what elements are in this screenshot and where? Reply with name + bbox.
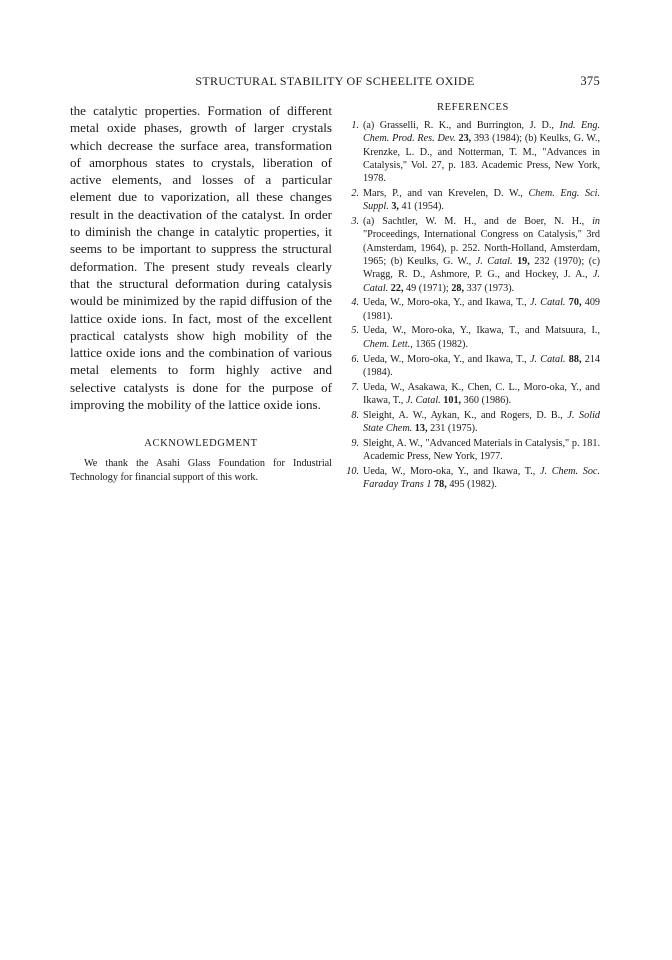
reference-text: Sleight, A. W., Aykan, K., and Rogers, D. B., — [363, 409, 568, 421]
reference-item — [346, 119, 600, 185]
left-column — [70, 102, 332, 485]
reference-text: Ueda, W., Moro-oka, Y., and Ikawa, T., — [363, 353, 530, 365]
reference-item — [346, 296, 600, 323]
reference-volume: 13, — [414, 423, 428, 435]
reference-item — [346, 409, 600, 436]
body-paragraph: the catalytic properties. Formation of different metal oxide phases, growth of larger crystals which decrease the surface area, transformation of amorphous states to crystals, liberation of active elements, and losses of a particular element due to vaporization, all these changes result in the deactivation of the catalyst. In order to diminish the change in catalytic properties, it seems to be important to suppress the structural deformation. The present study reveals clearly that the structural deformation during catalysis would be minimized by the rapid diffusion of the lattice oxide ions. In fact, most of the excellent practical catalysts show high mobility of the lattice oxide ions and the combination of various metal elements to form highly active and selective catalysts is done for the purpose of improving the mobility of the lattice oxide ions. — [70, 103, 332, 413]
reference-item — [346, 215, 600, 295]
reference-text: 360 (1986). — [461, 394, 512, 406]
reference-number: 4. — [351, 297, 359, 309]
running-header — [70, 74, 600, 90]
reference-text: , 1365 (1982). — [410, 338, 468, 350]
reference-journal: J. Solid State Chem. — [363, 409, 600, 435]
reference-text: (a) Grasselli, R. K., and Burrington, J. D., — [363, 120, 560, 131]
reference-volume: 101, — [443, 394, 462, 406]
reference-number: 10. — [346, 465, 359, 477]
reference-journal: J. Catal. — [529, 353, 566, 365]
reference-text: 337 (1973). — [464, 282, 515, 294]
reference-volume: 22, — [390, 282, 404, 294]
reference-text: 231 (1975). — [427, 423, 478, 435]
page-number: 375 — [580, 74, 600, 88]
reference-text: 49 (1971); — [403, 282, 452, 294]
reference-journal: J. Catal. — [363, 269, 600, 294]
reference-text: 393 (1984); (b) Keulks, G. W., Krenzke, L. D., and Notterman, T. M., "Advances in Catalysis," Vol. 27, p. 183. Academic Press, New York, 1978. — [363, 133, 600, 185]
reference-number: 2. — [351, 187, 359, 199]
reference-number: 1. — [351, 120, 359, 131]
reference-volume: 88, — [568, 353, 582, 365]
reference-volume: 70, — [568, 297, 582, 309]
reference-journal: J. Catal. — [475, 255, 513, 267]
reference-volume: 78, — [434, 479, 447, 491]
reference-item — [346, 187, 600, 214]
reference-item — [346, 353, 600, 380]
reference-text: Ueda, W., Asakawa, K., Chen, C. L., Moro-oka, Y., and Ikawa, T., — [363, 381, 600, 406]
running-title: STRUCTURAL STABILITY OF SCHEELITE OXIDE — [195, 74, 475, 88]
reference-item — [346, 381, 600, 408]
reference-volume: 3, — [391, 201, 399, 213]
reference-text: Sleight, A. W., "Advanced Materials in Catalysis," p. 181. Academic Press, New York, 1977. — [363, 437, 600, 463]
reference-text: Ueda, W., Moro-oka, Y., Ikawa, T., and Matsuura, I., — [363, 325, 600, 337]
reference-text: 409 (1981). — [363, 297, 601, 322]
reference-number: 9. — [351, 437, 359, 449]
reference-text: 495 (1982). — [446, 479, 497, 491]
reference-text: Ueda, W., Moro-oka, Y., and Ikawa, T., — [363, 297, 530, 309]
reference-text: Mars, P., and van Krevelen, D. W., — [363, 187, 529, 199]
reference-number: 6. — [351, 353, 359, 365]
reference-journal: in — [592, 216, 600, 228]
reference-text: Ueda, W., Moro-oka, Y., and Ikawa, T., — [363, 465, 540, 477]
reference-journal: J. Catal. — [405, 394, 441, 406]
reference-text: 41 (1954). — [398, 201, 444, 213]
reference-text: "Proceedings, International Congress on Catalysis," 3rd (Amsterdam, 1964), p. 252. North-Holland, Amsterdam, 1965; (b) Keulks, G. W., — [363, 229, 600, 267]
reference-text: (a) Sachtler, W. M. H., and de Boer, N. H., — [363, 216, 593, 228]
reference-number: 7. — [351, 381, 359, 393]
reference-number: 3. — [351, 216, 359, 228]
reference-journal: J. Catal. — [529, 297, 566, 309]
reference-list — [346, 119, 600, 492]
reference-journal: Chem. Lett. — [363, 338, 411, 350]
reference-volume: 19, — [517, 255, 530, 267]
reference-journal: J. Chem. Soc. Faraday Trans 1 — [363, 465, 600, 491]
reference-item — [346, 324, 600, 351]
reference-journal: Ind. Eng. Chem. Prod. Res. Dev. — [363, 120, 600, 145]
reference-item — [346, 437, 600, 464]
reference-volume: 23, — [458, 133, 472, 145]
reference-item — [346, 465, 600, 492]
reference-number: 8. — [351, 409, 359, 421]
acknowledgment-text: We thank the Asahi Glass Foundation for Industrial Technology for financial support of this work. — [70, 458, 332, 483]
references-heading: REFERENCES — [437, 102, 509, 113]
acknowledgment-heading: ACKNOWLEDGMENT — [144, 438, 258, 450]
reference-text: 214 (1984). — [363, 353, 601, 378]
reference-volume: 28, — [451, 282, 465, 294]
right-column — [346, 102, 600, 493]
reference-number: 5. — [351, 325, 359, 337]
reference-journal: Chem. Eng. Sci. Suppl. — [363, 187, 600, 213]
reference-text: 232 (1970); (c) Wragg, R. D., Ashmore, P. G., and Hockey, J. A., — [363, 255, 600, 281]
